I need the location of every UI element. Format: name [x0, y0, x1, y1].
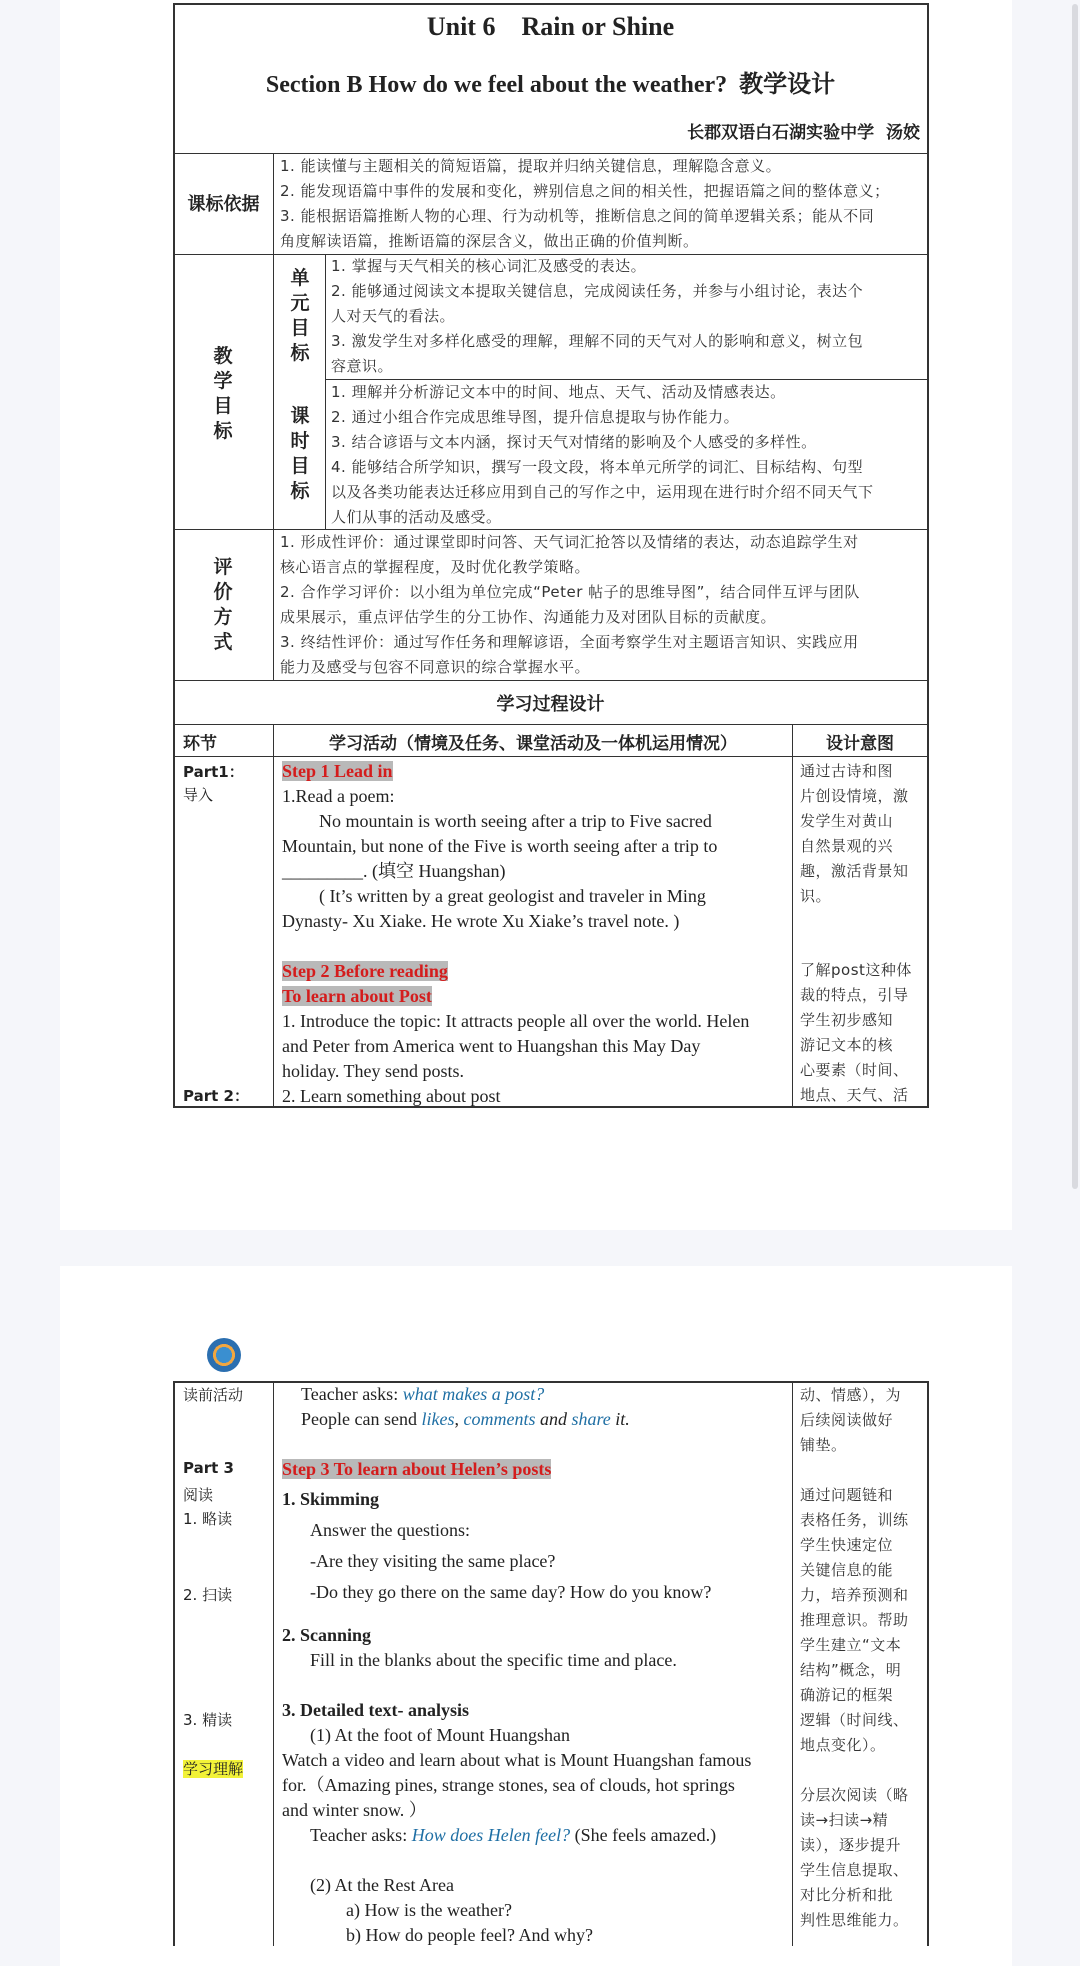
document-title: Unit 6 Rain or Shine [426, 12, 675, 41]
learn-label: 学习理解 [183, 1760, 244, 1778]
header-stage: 环节 [183, 734, 217, 754]
step2-heading: Step 2 Before reading [282, 961, 448, 981]
step1-heading: Step 1 Lead in [282, 761, 393, 781]
activity-page1: Step 1 Lead in 1.Read a poem: No mountain is worth seeing after a trip to Five sacred Mountain, but none of the Five is worth seeing after a trip to _________. (填空 Huangshan) ( It’s written by a great geologist and traveler in Ming Dynasty- Xu Xiake. He wrote Xu Xiake’s travel note. ) Step 2 Before reading To learn about Post 1. Introduce the topic: It attracts people all over the world. Helen and Peter from America went to Huangshan this May Day holiday. They send posts. 2. Learn something about post [282, 761, 750, 1106]
header-intent: 设计意图 [826, 734, 894, 754]
standards-text: 1. 能读懂与主题相关的简短语篇，提取并归纳关键信息，理解隐含意义。 2. 能发现语篇中事件的发展和变化，辨别信息之间的相关性，把握语篇之间的整体意义； 3. 能根据语篇推断人物的心理、行为动机等，推断信息之间的简单逻辑关系；能从不同 角度解读语篇，推断语篇的深层含义，做出正确的价值判断。 [280, 157, 890, 250]
part1-label: Part1： [183, 763, 244, 781]
header-activity: 学习活动（情境及任务、课堂活动及一体机运用情况） [329, 734, 737, 754]
detail-label: 3. 精读 [183, 1711, 233, 1729]
lesson-goals-text: 1. 理解并分析游记文本中的时间、地点、天气、活动及情感表达。 2. 通过小组合作完成思维导图，提升信息提取与协作能力。 3. 结合谚语与文本内涵，探讨天气对情绪的影响及个人感受的多样性。 4. 能够结合所学知识，撰写一段文段，将本单元所学的词汇、目标结构、句型 以及各类功能表达迁移应用到自己的写作之中，运用现在进行时介绍不同天气下 人们从事的活动及感受。 [331, 383, 874, 526]
step2-subheading: To learn about Post [282, 986, 432, 1006]
scan-label: 2. 扫读 [183, 1586, 233, 1604]
part3-label: Part 3 [183, 1459, 234, 1477]
question-feel: How does Helen feel? [411, 1825, 571, 1845]
intent-page2-c: 分层次阅读（略 读→扫读→精 读），逐步提升 学生信息提取、 对比分析和批 判性思维能力。 [800, 1786, 909, 1929]
part1-sub: 导入 [183, 786, 214, 804]
goals-label: 教学目标 [213, 345, 233, 442]
lesson-goals-label: 课时目标 [290, 405, 310, 502]
evaluation-text: 1. 形成性评价：通过课堂即时问答、天气词汇抢答以及情绪的表达，动态追踪学生对 核心语言点的掌握程度，及时优化教学策略。 2. 合作学习评价：以小组为单位完成“Peter 帖子的思维导图”，结合同伴互评与团队 成果展示，重点评估学生的分工协作、沟通能力及对团队目标的贡献度。 3. 终结性评价：通过写作任务和理解谚语，全面考察学生对主题语言知识、实践应用 能力及感受与包容不同意识的综合掌握水平。 [280, 533, 860, 676]
unit-goals-text: 1. 掌握与天气相关的核心词汇及感受的表达。 2. 能够通过阅读文本提取关键信息，完成阅读任务，并参与小组讨论，表达个 人对天气的看法。 3. 激发学生对多样化感受的理解，理解不同的天气对人的影响和意义，树立包 容意识。 [331, 257, 864, 375]
process-title: 学习过程设计 [496, 694, 605, 715]
intent-page2-a: 动、情感），为 后续阅读做好 铺垫。 [800, 1386, 902, 1454]
skim-label: 1. 略读 [183, 1510, 233, 1528]
question-post: what makes a post? [402, 1384, 545, 1404]
standards-label: 课标依据 [187, 194, 260, 215]
activity-page2: Teacher asks: what makes a post? People can send likes, comments and share it. Step 3 To learn about Helen’s posts 1. Skimming Answer the questions: -Are they visiting the same place? -Do they go there on the same day? How do you know? 2. Scanning Fill in the blanks about the specific time and place. 3. Detailed text- analysis (1) At the foot of Mount Huangshan Watch a video and learn about what is Mount Huangshan famous for.（Amazing pines, strange stones, sea of clouds, hot springs and winter snow. ） Teacher asks: How does Helen feel? (She feels amazed.) (2) At the Rest Area a) How is the weather? b) How do people feel? And why? [282, 1384, 752, 1945]
intent-page2-b: 通过问题链和 表格任务，训练 学生快速定位 关键信息的能 力，培养预测和 推理意识。帮助 学生建立“文本 结构”概念，明 确游记的框架 逻辑（时间线、 地点变化）。 [800, 1486, 909, 1754]
school-logo-icon [207, 1338, 241, 1372]
pre-reading-label: 读前活动 [183, 1386, 244, 1404]
author-line: 长郡双语白石湖实验中学 汤姣 [687, 123, 920, 143]
intent-page1-a: 通过古诗和图 片创设情境，激 发学生对黄山 自然景观的兴 趣，激活背景知 识。 [800, 762, 909, 905]
unit-goals-label: 单元目标 [290, 267, 310, 364]
reading-label: 阅读 [183, 1486, 214, 1504]
document-subtitle: Section B How do we feel about the weather? 教学设计 [265, 72, 836, 98]
scrollbar[interactable] [1072, 4, 1078, 1189]
part2-label: Part 2： [183, 1087, 249, 1105]
evaluation-label: 评价方式 [213, 556, 233, 653]
step3-heading: Step 3 To learn about Helen’s posts [282, 1459, 552, 1479]
intent-page1-b: 了解post这种体 裁的特点，引导 学生初步感知 游记文本的核 心要素（时间、 地点、天气、活 [800, 961, 912, 1104]
